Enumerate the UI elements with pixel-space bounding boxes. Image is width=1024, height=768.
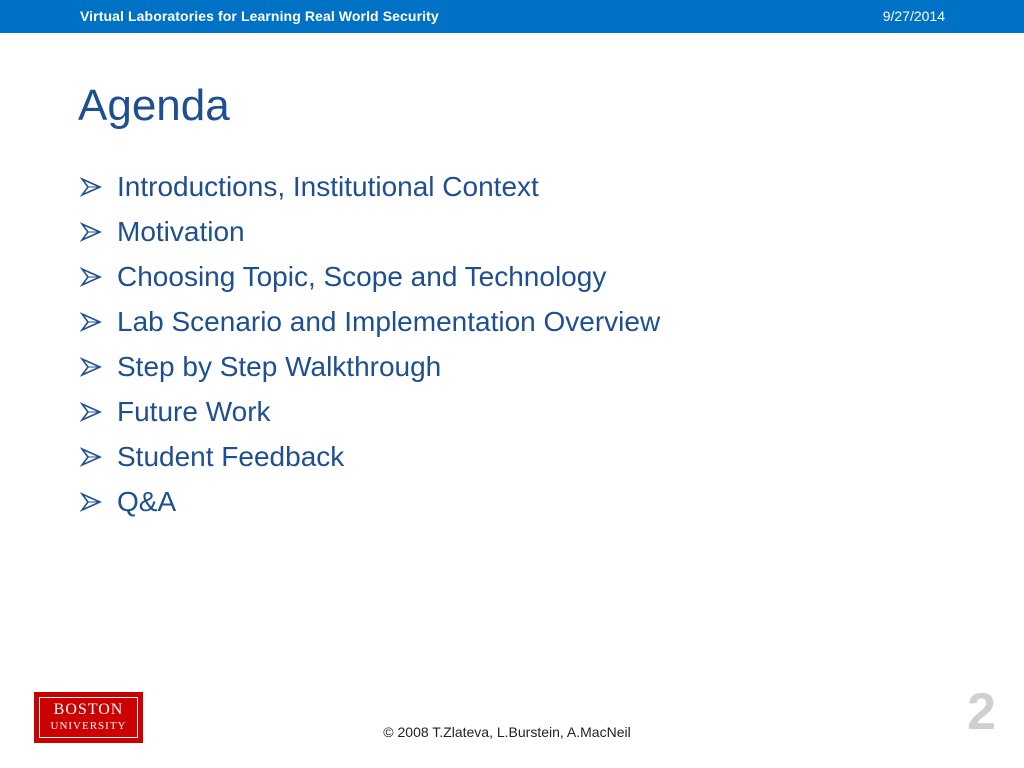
agenda-item [80,209,660,254]
slide-title: Agenda [78,81,230,130]
header-bar [0,0,1024,33]
arrow-bullet-icon [80,402,117,422]
agenda-item-label: Introductions, Institutional Context [117,170,539,202]
arrow-bullet-icon [80,447,117,467]
copyright-footer: © 2008 T.Zlateva, L.Burstein, A.MacNeil [383,724,631,740]
presentation-title: Virtual Laboratories for Learning Real World Security [80,8,439,24]
arrow-bullet-icon [80,222,117,242]
logo-line-2: UNIVERSITY [50,720,127,732]
agenda-item [80,434,660,479]
agenda-item-label: Choosing Topic, Scope and Technology [117,260,607,292]
agenda-item-label: Lab Scenario and Implementation Overview [117,305,661,337]
arrow-bullet-icon [80,492,117,512]
agenda-item [80,254,660,299]
arrow-bullet-icon [80,312,117,332]
arrow-bullet-icon [80,357,117,377]
logo-line-1: BOSTON [53,701,124,718]
agenda-item-label: Future Work [117,395,271,427]
arrow-bullet-icon [80,177,117,197]
agenda-item-label: Student Feedback [117,440,345,472]
agenda-item [80,164,660,209]
arrow-bullet-icon [80,267,117,287]
agenda-list [80,164,660,524]
agenda-item [80,479,660,524]
agenda-item [80,299,660,344]
agenda-item-label: Step by Step Walkthrough [117,350,442,382]
page-number: 2 [967,683,996,741]
presentation-date: 9/27/2014 [882,8,945,24]
agenda-item [80,389,660,434]
agenda-item-label: Q&A [117,485,177,517]
agenda-item [80,344,660,389]
agenda-item-label: Motivation [117,215,245,247]
